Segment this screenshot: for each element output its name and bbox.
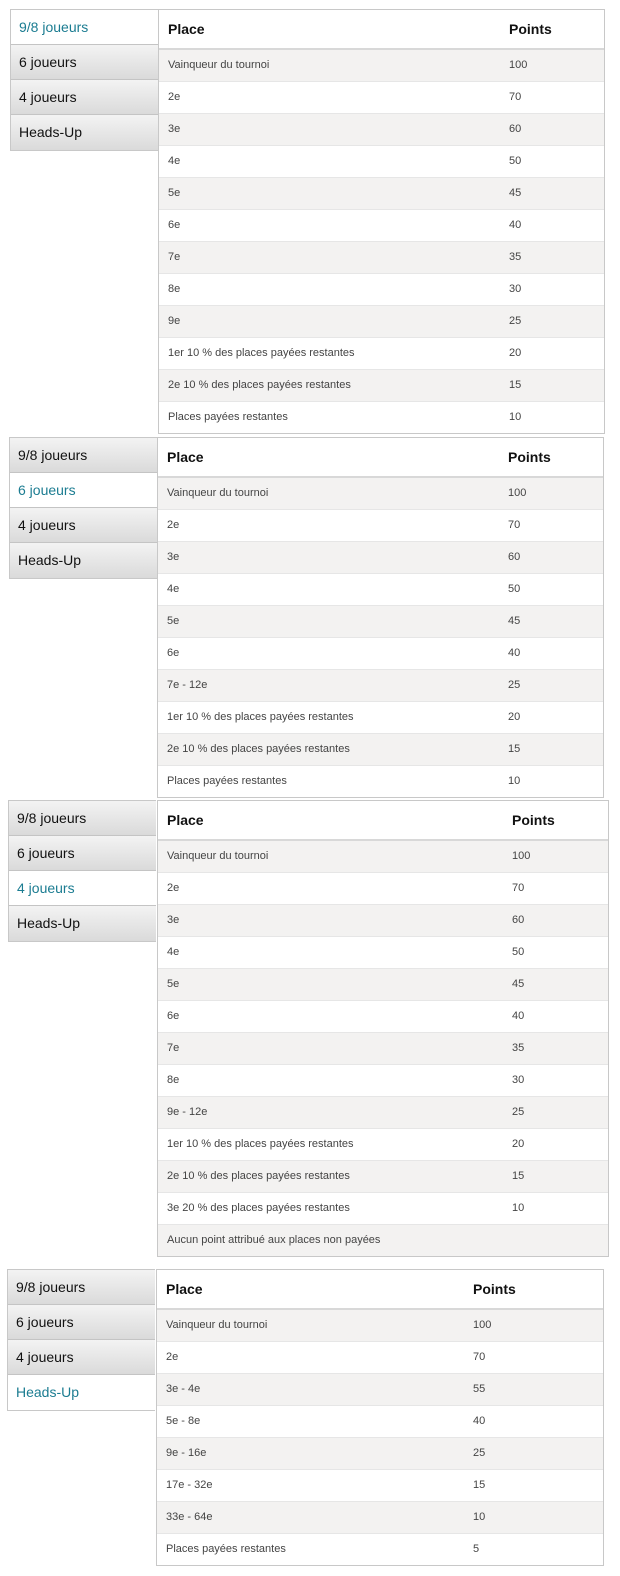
table-row [158,766,603,797]
place-cell: 2e [166,1351,179,1363]
table-row [158,734,603,766]
header-points: Points [473,1281,516,1297]
points-cell: 45 [509,187,522,199]
points-cell: 100 [509,59,528,71]
table-row [157,1438,603,1470]
table-header [158,801,608,841]
place-cell: 4e [167,583,180,595]
place-cell: Vainqueur du tournoi [166,1319,268,1331]
place-cell: 9e [168,315,181,327]
points-cell: 60 [508,551,521,563]
place-cell: Places payées restantes [167,775,287,787]
place-cell: Places payées restantes [166,1543,286,1555]
tab-6-players[interactable]: 6 joueurs [11,45,158,80]
points-cell: 30 [509,283,522,295]
points-cell: 15 [508,743,521,755]
table-row [159,338,604,370]
header-place: Place [166,1281,203,1297]
table-row [158,1097,608,1129]
points-cell: 35 [509,251,522,263]
points-cell: 50 [509,155,522,167]
table-row [158,606,603,638]
tab-9-8-players[interactable]: 9/8 joueurs [11,10,158,45]
place-cell: 7e [168,251,181,263]
place-cell: 6e [167,647,180,659]
tab-4-players[interactable]: 4 joueurs [8,1340,155,1375]
points-table [158,9,605,434]
points-cell: 20 [509,347,522,359]
place-cell: Places payées restantes [168,411,288,423]
points-cell: 25 [473,1447,486,1459]
table-row [159,402,604,433]
table-row [157,1470,603,1502]
header-points: Points [512,812,555,828]
header-points: Points [508,449,551,465]
table-row [158,638,603,670]
table-row [157,1374,603,1406]
table-row [158,873,608,905]
points-cell: 70 [508,519,521,531]
table-row [159,370,604,402]
table-row [158,937,608,969]
place-cell: 7e [167,1042,180,1054]
table-row [158,905,608,937]
table-row [158,670,603,702]
points-cell: 40 [508,647,521,659]
points-cell: 55 [473,1383,486,1395]
table-row [158,510,603,542]
table-row [158,478,603,510]
table-row [158,1033,608,1065]
table-row [157,1534,603,1565]
place-cell: 1er 10 % des places payées restantes [168,347,355,359]
tab-list [7,1269,155,1411]
table-body [157,1310,603,1565]
tab-heads-up[interactable]: Heads-Up [9,906,156,941]
header-place: Place [167,812,204,828]
table-row [158,841,608,873]
points-cell: 70 [512,882,525,894]
tab-4-players[interactable]: 4 joueurs [11,80,158,115]
tab-list [8,800,156,942]
points-cell: 40 [509,219,522,231]
place-cell: 2e 10 % des places payées restantes [167,743,350,755]
place-cell: 9e - 16e [166,1447,207,1459]
table-row [158,1193,608,1225]
place-cell: 6e [168,219,181,231]
place-cell: Vainqueur du tournoi [167,850,269,862]
points-cell: 30 [512,1074,525,1086]
points-cell: 60 [512,914,525,926]
place-cell: 7e - 12e [167,679,208,691]
table-body [159,50,604,433]
table-row [157,1310,603,1342]
table-body [158,478,603,797]
place-cell: 5e [167,615,180,627]
points-cell: 10 [473,1511,486,1523]
table-body [158,841,608,1256]
tab-9-8-players[interactable]: 9/8 joueurs [8,1270,155,1305]
points-table [156,1269,604,1566]
points-cell: 50 [512,946,525,958]
points-cell: 25 [508,679,521,691]
points-table [157,437,604,798]
points-cell: 45 [508,615,521,627]
table-row [158,1225,608,1256]
table-row [158,574,603,606]
table-row [158,1065,608,1097]
points-table [157,800,609,1257]
points-cell: 60 [509,123,522,135]
table-row [158,1129,608,1161]
table-row [159,146,604,178]
place-cell: 3e [168,123,181,135]
header-place: Place [167,449,204,465]
tab-6-players[interactable]: 6 joueurs [10,473,157,508]
table-row [159,242,604,274]
tab-4-players[interactable]: 4 joueurs [9,871,156,906]
place-cell: 3e - 4e [166,1383,201,1395]
table-row [159,178,604,210]
points-cell: 20 [508,711,521,723]
tab-4-players[interactable]: 4 joueurs [10,508,157,543]
points-cell: 100 [473,1319,492,1331]
points-cell: 25 [509,315,522,327]
place-cell: 4e [167,946,180,958]
table-row [159,82,604,114]
place-cell: Aucun point attribué aux places non payées [167,1234,381,1246]
place-cell: 8e [167,1074,180,1086]
table-row [159,50,604,82]
place-cell: 2e 10 % des places payées restantes [167,1170,350,1182]
place-cell: 1er 10 % des places payées restantes [167,711,354,723]
points-cell: 20 [512,1138,525,1150]
table-row [158,542,603,574]
header-points: Points [509,21,552,37]
table-row [158,969,608,1001]
table-row [159,274,604,306]
points-cell: 25 [512,1106,525,1118]
points-cell: 100 [512,850,531,862]
table-row [158,1001,608,1033]
place-cell: 2e [168,91,181,103]
place-cell: 6e [167,1010,180,1022]
place-cell: 5e [168,187,181,199]
tab-heads-up[interactable]: Heads-Up [10,543,157,578]
table-row [158,1161,608,1193]
points-cell: 15 [512,1170,525,1182]
table-row [159,210,604,242]
tab-9-8-players[interactable]: 9/8 joueurs [9,801,156,836]
tab-6-players[interactable]: 6 joueurs [9,836,156,871]
place-cell: 33e - 64e [166,1511,213,1523]
table-row [159,306,604,338]
points-cell: 45 [512,978,525,990]
place-cell: 3e [167,914,180,926]
points-cell: 10 [509,411,522,423]
points-cell: 50 [508,583,521,595]
tab-heads-up[interactable]: Heads-Up [11,115,158,150]
tab-list [9,437,157,579]
points-cell: 10 [512,1202,525,1214]
points-cell: 40 [473,1415,486,1427]
tab-heads-up[interactable]: Heads-Up [8,1375,155,1410]
place-cell: 3e 20 % des places payées restantes [167,1202,350,1214]
points-cell: 5 [473,1543,480,1555]
table-header [157,1270,603,1310]
place-cell: 4e [168,155,181,167]
place-cell: 2e [167,882,180,894]
table-row [157,1502,603,1534]
place-cell: 2e [167,519,180,531]
table-row [159,114,604,146]
points-cell: 70 [473,1351,486,1363]
place-cell: 5e [167,978,180,990]
place-cell: Vainqueur du tournoi [168,59,270,71]
place-cell: 5e - 8e [166,1415,201,1427]
place-cell: 2e 10 % des places payées restantes [168,379,351,391]
table-header [158,438,603,478]
table-row [157,1406,603,1438]
points-cell: 100 [508,487,527,499]
table-header [159,10,604,50]
place-cell: 1er 10 % des places payées restantes [167,1138,354,1150]
place-cell: 9e - 12e [167,1106,208,1118]
tab-6-players[interactable]: 6 joueurs [8,1305,155,1340]
points-cell: 70 [509,91,522,103]
points-cell: 15 [473,1479,486,1491]
table-row [157,1342,603,1374]
header-place: Place [168,21,205,37]
tab-9-8-players[interactable]: 9/8 joueurs [10,438,157,473]
points-cell: 15 [509,379,522,391]
place-cell: 8e [168,283,181,295]
place-cell: 3e [167,551,180,563]
place-cell: 17e - 32e [166,1479,213,1491]
place-cell: Vainqueur du tournoi [167,487,269,499]
points-cell: 10 [508,775,521,787]
table-row [158,702,603,734]
tab-list [10,9,158,151]
points-cell: 35 [512,1042,525,1054]
points-cell: 40 [512,1010,525,1022]
